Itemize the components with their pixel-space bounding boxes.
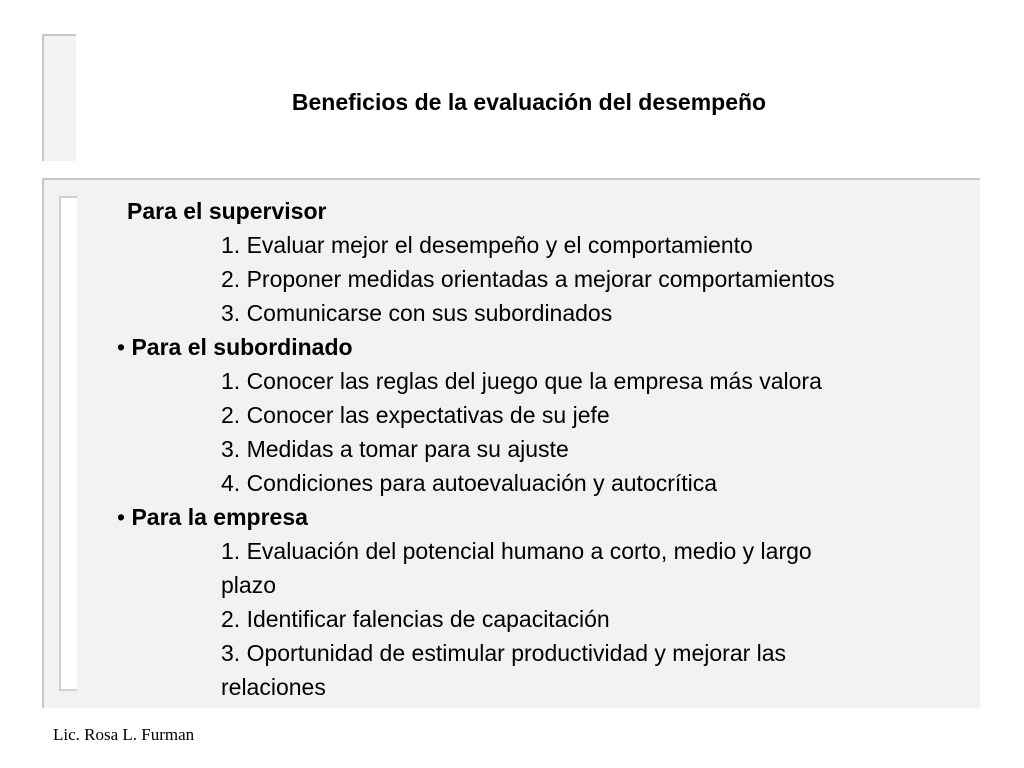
section-heading-text: Para el supervisor [127,198,327,224]
list-item: plazo [221,572,276,598]
list-item: 1. Evaluación del potencial humano a corto, medio y largo [221,538,812,564]
list-item: 3. Comunicarse con sus subordinados [221,300,613,326]
list-item: 2. Identificar falencias de capacitación [221,606,610,632]
section-heading-supervisor [0,194,1024,228]
slide-title: Beneficios de la evaluación del desempeño [291,89,767,115]
section-heading-subordinado [0,330,1024,364]
bullet-icon: • [117,334,126,360]
bullet-icon: • [117,504,126,530]
list-item: 4. Condiciones para autoevaluación y autocrítica [221,470,718,496]
list-item: 1. Conocer las reglas del juego que la empresa más valora [221,368,822,394]
list-item: 3. Oportunidad de estimular productividad y mejorar las [221,640,787,666]
list-item: 2. Conocer las expectativas de su jefe [221,402,610,428]
section-heading-text: Para el subordinado [131,334,353,360]
list-item: 2. Proponer medidas orientadas a mejorar comportamientos [221,266,835,292]
list-item: 1. Evaluar mejor el desempeño y el comportamiento [221,232,753,258]
section-heading-text: Para la empresa [131,504,308,530]
content-list [0,194,1024,704]
list-item: 3. Medidas a tomar para su ajuste [221,436,569,462]
section-heading-empresa [0,500,1024,534]
footer-author: Lic. Rosa L. Furman [53,725,195,744]
list-item: relaciones [221,674,326,700]
